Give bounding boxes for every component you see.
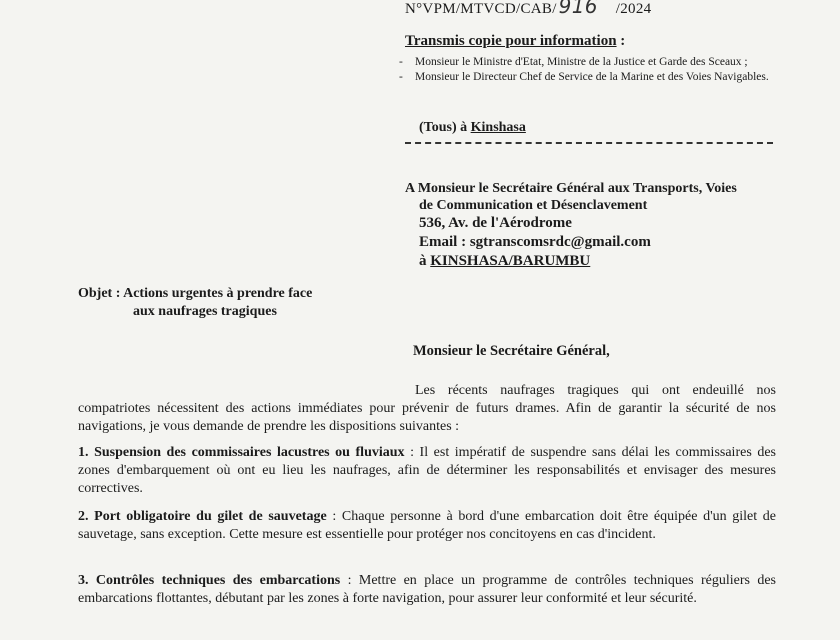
measure-text: : Chaque personne à bord d'une embarcation doit être équipée d'un gilet de sauvetage, sans exception. Cette mesure est essentielle pour protéger nos concitoyens en cas d'incident.	[78, 509, 776, 542]
intro-paragraph: Les récents naufrages tragiques qui ont endeuillé nos compatriotes nécessitent des actions immédiates pour prévenir de futurs drames. Afin de garantir la sécurité de nos navigations, je vous demande de prendre les dispositions suivantes :	[78, 383, 776, 434]
measure-item	[78, 508, 776, 544]
all-city: Kinshasa	[470, 120, 526, 135]
measure-item	[78, 572, 776, 608]
reference-number	[405, 0, 651, 18]
measure-text: : Il est impératif de suspendre sans délai les commissaires des zones d'embarquement où ont eu lieu les naufrages, afin de déterminer les responsabilités et envisager des mesures correctives.	[78, 445, 776, 496]
object-line1: Objet : Actions urgentes à prendre face	[78, 286, 313, 301]
measure-title: 3. Contrôles techniques des embarcations	[78, 573, 341, 588]
reference-year: /2024	[615, 1, 652, 17]
all-prefix: (Tous) à	[419, 120, 471, 135]
addressee-city-prefix: à	[419, 253, 431, 269]
addressee-city-line	[405, 252, 805, 271]
copy-recipient: - Monsieur le Ministre d'Etat, Ministre de la Justice et Garde des Sceaux ;	[397, 56, 777, 69]
addressee-email: Email : sgtranscomsrdc@gmail.com	[419, 234, 651, 250]
addressee-line2: de Communication et Désenclavement	[419, 198, 648, 213]
measure-text: : Mettre en place un programme de contrôles techniques réguliers des embarcations flottantes, débutant par les zones à forte navigation, pour assurer leur conformité et leur sécurité.	[78, 573, 776, 606]
measure-item	[78, 444, 776, 498]
copy-title-suffix: :	[616, 33, 626, 49]
addressee-city: KINSHASA/BARUMBU	[430, 253, 591, 269]
copy-recipient: - Monsieur le Directeur Chef de Service de la Marine et des Voies Navigables.	[397, 71, 777, 84]
salutation: Monsieur le Secrétaire Général,	[413, 343, 610, 359]
copy-title	[405, 33, 625, 50]
object-line2: aux naufrages tragiques	[133, 304, 277, 319]
measure-title: 2. Port obligatoire du gilet de sauvetage	[78, 509, 327, 524]
dashed-separator	[405, 142, 773, 144]
addressee-line1: A Monsieur le Secrétaire Général aux Transports, Voies	[405, 181, 737, 196]
copy-recipient-list	[397, 56, 777, 86]
copy-title-text: Transmis copie pour information	[405, 33, 617, 49]
letter-object	[78, 285, 312, 321]
addressee-block	[405, 180, 805, 271]
reference-prefix: N°VPM/MTVCD/CAB/	[405, 1, 557, 17]
addressee-address: 536, Av. de l'Aérodrome	[419, 215, 572, 231]
handwritten-number: 916	[558, 0, 598, 18]
measure-title: 1. Suspension des commissaires lacustres ou fluviaux	[78, 445, 405, 460]
all-in-city	[419, 120, 526, 136]
